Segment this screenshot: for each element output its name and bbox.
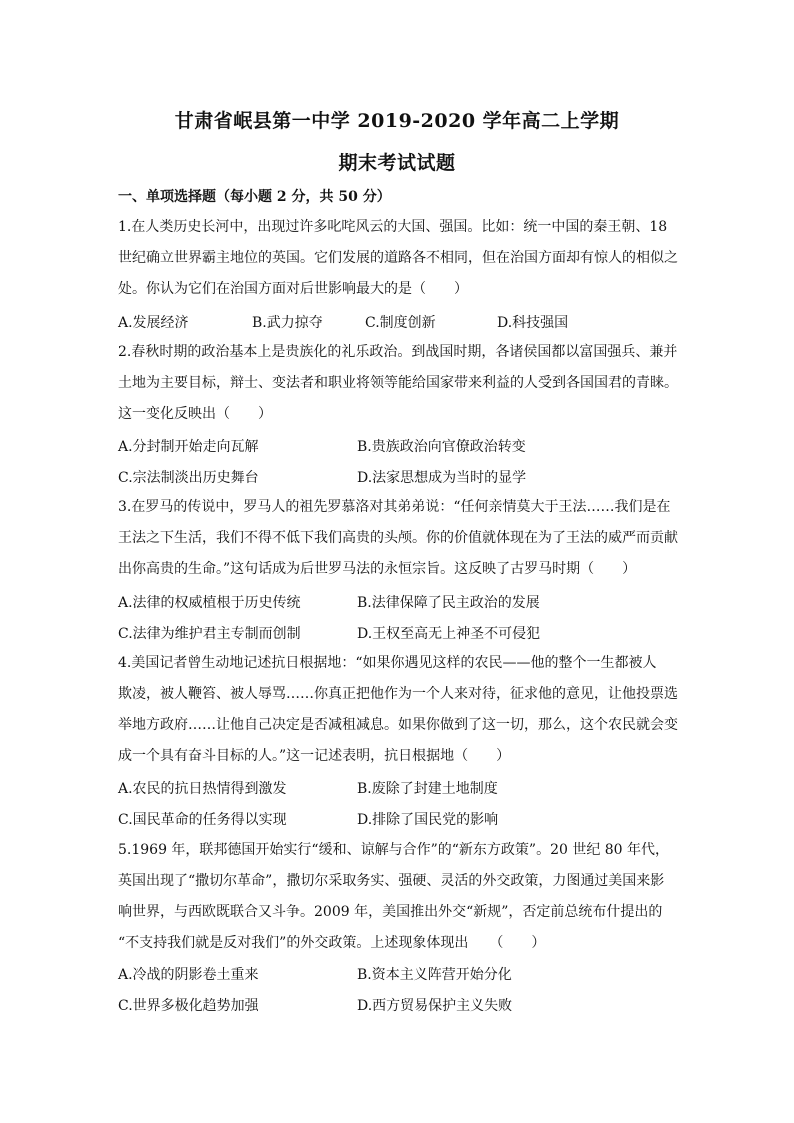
- question-2: [118, 337, 684, 430]
- question-4-line-3: 举地方政府……让他自己决定是否减租减息。如果你做到了这一切，那么，这个农民就会变: [118, 717, 678, 733]
- question-4: [118, 648, 684, 772]
- question-2-option-a: A.分封制开始走向瓦解: [118, 439, 259, 455]
- question-5-line-4: “不支持我们就是反对我们”的外交政策。上述现象体现出 （ ）: [118, 935, 546, 951]
- question-3-option-d: D.王权至高无上神圣不可侵犯: [357, 626, 541, 642]
- question-5-line-2: 英国出现了“撒切尔革命”，撒切尔采取务实、强硬、灵活的外交政策，力图通过美国来影: [118, 873, 665, 889]
- question-2-option-d: D.法家思想成为当时的显学: [357, 470, 527, 486]
- question-3-line-3: 出你高贵的生命。”这句话成为后世罗马法的永恒宗旨。这反映了古罗马时期（ ）: [118, 561, 637, 577]
- question-3-option-c: C.法律为维护君主专制而创制: [118, 626, 301, 642]
- question-5-option-a: A.冷战的阴影卷土重来: [118, 967, 259, 983]
- question-5-line-3: 响世界，与西欧既联合又斗争。2009 年，美国推出外交“新规”，否定前总统布什提出的: [118, 904, 663, 920]
- question-1-line-3: 处。你认为它们在治国方面对后世影响最大的是（ ）: [118, 281, 468, 297]
- question-2-option-c: C.宗法制淡出历史舞台: [118, 470, 259, 486]
- question-2-line-1: 2.春秋时期的政治基本上是贵族化的礼乐政治。到战国时期，各诸侯国都以富国强兵、兼并: [118, 344, 678, 360]
- question-1-line-1: 1.在人类历史长河中，出现过许多叱咤风云的大国、强国。比如：统一中国的秦王朝、18: [118, 219, 668, 235]
- question-3: [118, 492, 684, 585]
- question-4-option-c: C.国民革命的任务得以实现: [118, 812, 287, 828]
- question-4-option-b: B.废除了封建土地制度: [357, 781, 498, 797]
- question-2-line-3: 这一变化反映出（ ）: [118, 406, 272, 422]
- document-subtitle: 期末考试试题: [338, 152, 456, 174]
- question-4-line-1: 4.美国记者曾生动地记述抗日根据地：“如果你遇见这样的农民——他的整个一生都被人: [118, 655, 657, 671]
- question-3-option-a: A.法律的权威植根于历史传统: [118, 595, 301, 611]
- question-1-option-d: D.科技强国: [497, 315, 569, 331]
- question-2-line-2: 土地为主要目标，辩士、变法者和职业将领等能给国家带来利益的人受到各国国君的青睐。: [118, 375, 678, 391]
- section-heading: 一、单项选择题（每小题 2 分，共 50 分）: [118, 189, 391, 205]
- question-1-option-c: C.制度创新: [365, 315, 436, 331]
- question-3-line-2: 王法之下生活，我们不得不低下我们高贵的头颅。你的价值就体现在为了王法的威严而贡献: [118, 530, 678, 546]
- question-3-line-1: 3.在罗马的传说中，罗马人的祖先罗慕洛对其弟弟说：“任何亲情莫大于王法……我们是在: [118, 499, 671, 515]
- question-5-line-1: 5.1969 年，联邦德国开始实行“缓和、谅解与合作”的“新东方政策”。20 世纪 80 年代，: [118, 842, 670, 858]
- question-2-option-b: B.贵族政治向官僚政治转变: [357, 439, 526, 455]
- question-4-line-2: 欺凌，被人鞭笞、被人辱骂……你真正把他作为一个人来对待，征求他的意见，让他投票选: [118, 686, 678, 702]
- question-5-option-d: D.西方贸易保护主义失败: [357, 998, 513, 1014]
- question-3-option-b: B.法律保障了民主政治的发展: [357, 595, 540, 611]
- question-4-line-4: 成一个具有奋斗目标的人。”这一记述表明，抗日根据地（ ）: [118, 748, 511, 764]
- question-4-option-d: D.排除了国民党的影响: [357, 812, 499, 828]
- question-5-option-b: B.资本主义阵营开始分化: [357, 967, 512, 983]
- question-1-line-2: 世纪确立世界霸主地位的英国。它们发展的道路各不相同，但在治国方面却有惊人的相似之: [118, 250, 678, 266]
- question-5-option-c: C.世界多极化趋势加强: [118, 998, 259, 1014]
- question-5: [118, 835, 684, 959]
- question-4-option-a: A.农民的抗日热情得到激发: [118, 781, 287, 797]
- document-title: 甘肃省岷县第一中学 2019-2020 学年高二上学期: [174, 110, 620, 132]
- question-1-option-a: A.发展经济: [118, 315, 189, 331]
- question-1-option-b: B.武力掠夺: [252, 315, 323, 331]
- question-1: [118, 212, 684, 305]
